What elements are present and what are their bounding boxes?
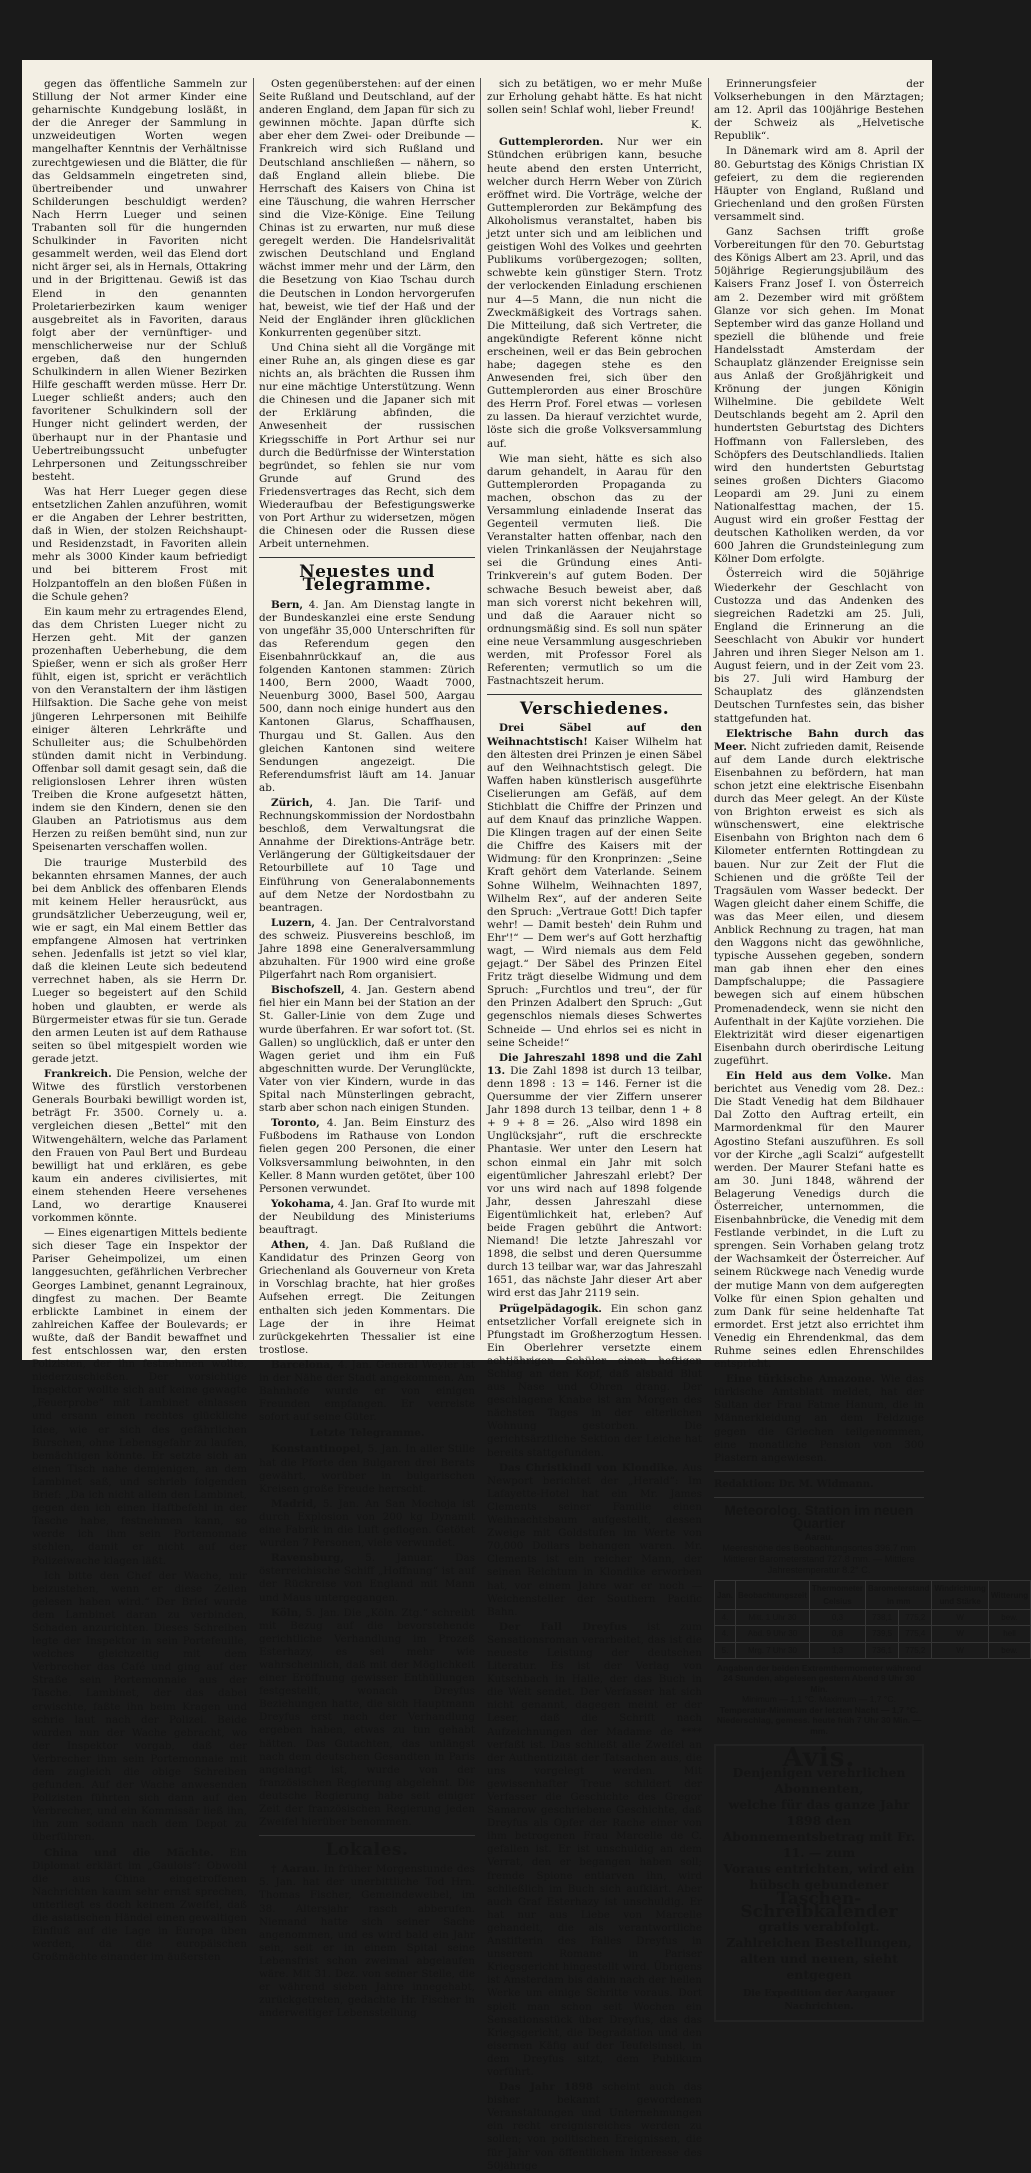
avis-line: Voraus entrichten, wird ein hübsch gebundener: [723, 1861, 915, 1893]
section-heading-news: Neuestes und Telegramme.: [299, 562, 435, 596]
item-lead: † Aarau.: [271, 1863, 320, 1876]
avis-line: welche für das ganze Jahr 1898 den: [728, 1797, 910, 1829]
news-item: [259, 1443, 475, 1495]
section-heading-misc: Verschiedenes.: [519, 699, 670, 720]
item-text: 4. Jan. Am Dienstag langte in der Bundeskanzlei eine erste Sendung von ungefähr 35,000 Unterschriften für das Referendum gegen den Eisenbahnrückkauf an, die aus folgenden Kantonen stammen: Zürich 1400, Bern 2000, Waadt 7000, Neuenburg 3000, Basel 500, Aargau 500, dann noch einige hundert aus den Kantonen Glarus, Schaffhausen, Thurgau und St. Gallen. Aus den gleichen Kantonen sind weitere Sendungen angezeigt. Die Referendumsfrist läuft am 14. Januar ab.: [259, 598, 475, 794]
editor-line: Redaktion: Dr. M. Widmann.: [714, 1478, 874, 1490]
news-item: [259, 1607, 475, 1830]
divider: [714, 1497, 924, 1498]
news-item: [259, 1359, 475, 1424]
table-cell: 775,2: [899, 1642, 932, 1658]
item-lead: Drei Säbel auf den Weihnachtstisch!: [487, 722, 702, 748]
item-text: 4. Jan. General Weyler ist in der Nähe der Stadt angekommen. Am Bahnhofe wurde er von einigen Freunden empfangen. Er verreiste sofort auf seine Güter.: [259, 1358, 475, 1424]
table-cell: Abd. 9 Uhr 30: [736, 1626, 810, 1642]
weather-note: Angaben der beiden Extremthermometer während 24 Stunden, abgelesen gestern Abend 9 Uhr 30 Min.: [716, 1662, 922, 1694]
weather-means: Mittlerer Barometerstand 727.8 mm. — Mittlere Jahrestemperatur 8.2° C.: [723, 1554, 915, 1576]
item-text: In früher Morgenstunde des 5. Jan. hat der unerbittliche Tod Hrn. Thomas Fischer, Gemeindeweibel, im 38. Altersjahr rasch abberufen. Niemand hatte sich seiner Sache angenommen, und es wird bald ein Jahr sein, seit er in einem Spital seine Lebensfrist schon zweimal abgelaufen wäre. Mit 31. Dez. von seiner Stelle, die er während sieben Jahre innegehabt, zurückgetreten, gedachte Hr. Fischer in anderweitiger Lebensstellung: [259, 1863, 475, 2020]
item-text: 4. Jan. Gestern abend fiel hier ein Mann bei der Station an der St. Galler-Linie von dem Zuge und wurde überfahren. Er war sofort tot. (St. Gallen) so unglücklich, daß er unter den Wagen geriet und ihm ein Fuß abgeschnitten wurde. Der Verunglückte, Vater von vier Kindern, wurde in das Spital nach Münsterlingen gebracht, starb aber schon nach einigen Stunden.: [259, 984, 475, 1115]
item-text: Die Pension, welche der Witwe des fürstlich verstorbenen Generals Bourbaki bewilligt worden ist, beträgt Fr. 3500. Cornely u. a. vergleichen diesen „Bettel“ mit den Witwengehältern, welche das Parlament den Frauen von Paul Bert und Burdeau bewilligt hat und erklären, es gebe kaum ein anderes civilisiertes, mit einem stehenden Heere versehenes Land, wo derartige Knauserei vorkommen könnte.: [32, 1068, 247, 1225]
avis-signature: Die Expedition der Aargauer Nachrichten.: [743, 1988, 895, 2013]
column-3: [487, 78, 702, 2172]
item-text: Nur wer ein Stündchen erübrigen kann, besuche heute abend den ersten Unterricht, welcher durch Herrn Weber von Zürich eröffnet wird. Die Vorträge, welche der Guttemplerorden zur Bekämpfung des Alkoholismus veranstaltet, haben bis jetzt unter sich und am leiblichen und geistigen Wohl des Volkes und geehrten Publikums vorübergezogen; sollten, schwebte kein günstiger Stern. Trotz der verlockenden Einladung erschienen nur 4—5 Mann, die nun nicht die Zweckmäßigkeit des Vortrags sahen. Die Mitteilung, daß sich Vertreter, die angekündigte Referent könne nicht erscheinen, weil er das Bein gebrochen habe; dagegen stehe es den Anwesenden frei, sich über den Guttemplerorden aus einer Broschüre des Herrn Prof. Forel etwas — vorlesen zu lassen. Da hierauf verzichtet wurde, löste sich die große Volksversammlung auf.: [487, 136, 702, 450]
col-header: Witterung: [988, 1581, 1030, 1610]
news-item: [259, 917, 475, 982]
table-cell: 4.: [715, 1626, 736, 1642]
item-text: Nicht zufrieden damit, Reisende auf dem Lande durch elektrische Eisenbahnen zu befördern, hat man schon jetzt eine elektrische Eisenbahn durch das Meer gelegt. An der Küste von Brighton erweist es sich als wünschenswert, eine elektrische Eisenbahn von Brighton nach dem 6 Kilometer entfernten Rottingdean zu bauen. Nur zur Zeit der Flut die Schienen und die größte Teil der Tragsäulen vom Wasser bedeckt. Der Wagen gleicht daher einem Schiffe, die was das Meer eilen, und diesem Anblick Rechnung zu tragen, hat man den Waggons nicht das gewöhnliche, typische Aussehen gegeben, sondern man gab ihnen eher den eines Dampfschaluppe; die Passagiere bewegen sich auf einem hübschen Promenadendeck, wenn sie nicht den Aufenthalt in der Kajüte vorziehen. Die Elektrizität wird dieser eigenartigen Eisenbahn durch oberirdische Leitung zugeführt.: [714, 740, 924, 1067]
col-header: Windrichtung und Stärke: [932, 1581, 988, 1610]
item-lead: Konstantinopel,: [271, 1443, 364, 1456]
article-paragraph: Ich bitte den Chef der Wache, mir beizustehen, wenn er diese Zeilen gelesen haben wird.“ Der Brief wurde dem Lambinet daran zu verbinden, Schaden anzurichten. Dieses Schreiben legte der Inspektor in sein Portefeuille, welches gleichzeitig mit dem Verbrecher das Café und ging auf der Straße sein Portemonnaie aus der Tasche. Lambinet, der das dabei erwischte, faßte ihn beim Kragen und schrie laut nach der Polizei. Beide wurden nun der Wache gebracht, wo der Inspektor vorgab, daß der Verbrecher ihm sein Portemonnaie mit dem zugleich die obige Schreiben gefunden. Auf der Wache anwesenden Polizisten führten sich dann auf den Verbrecher, und ein Kommissär ließ ihn, ihn zum sodann nach dem Depot zu überführen.: [32, 1569, 247, 1844]
item-lead: Köln,: [271, 1606, 302, 1619]
misc-item: [487, 1621, 702, 2079]
table-row: [715, 1610, 1031, 1626]
news-item: [259, 1552, 475, 1604]
table-cell: 775,4: [899, 1626, 932, 1642]
item-lead: Die Jahreszahl 1898 und die Zahl 13.: [487, 1051, 702, 1077]
weather-note: Temperatur-Minimum der letzten Nacht — 1,7 °C.: [719, 1704, 919, 1715]
article-paragraph: Was hat Herr Lueger gegen diese entsetzlichen Zahlen anzuführen, womit er die Angaben der Lehrer bestritten, daß in Wien, der stolzen Reichshaupt- und Residenzstadt, in Favoriten allein mehr als 3000 Kinder kaum befriedigt und bei bitterem Frost mit Holzpantoffeln an den bloßen Füßen in die Schule gehen?: [32, 485, 247, 603]
col-header: Barometerstand in mm: [866, 1581, 932, 1610]
article-paragraph: Und China sieht all die Vorgänge mit einer Ruhe an, als gingen diese es gar nichts an, als brächten die Russen ihm nur eine mächtige Unterstützung. Wenn die Chinesen und die Japaner sich mit der Erklärung abfinden, die Anwesenheit der russischen Kriegsschiffe in Port Arthur sei nur durch die Bedürfnisse der Winterstation begründet, so fehlen sie nur vom Grunde auf Grund des Friedensvertrages das Recht, sich dem Wiederaufbau der Befestigungswerke von Port Arthur zu widersetzen, mögen die Chinesen oder die Russen diese Arbeit unternehmen.: [259, 341, 475, 551]
item-lead: Frankreich.: [44, 1068, 112, 1081]
article-paragraph: sich zu betätigen, wo er mehr Muße zur Erholung gehabt hätte. Es hat nicht sollen sein! Schlaf wohl, lieber Freund!: [487, 78, 702, 117]
table-cell: Mrg. 7 Uhr 30: [736, 1642, 810, 1658]
item-text: Kaiser Wilhelm hat den ältesten drei Prinzen je einen Säbel auf den Weihnachtstisch gelegt. Die Waffen haben künstlerisch ausgeführte Ciselierungen am Gefäß, auf dem Stichblatt die Chiffre der Prinzen und auf dem Knauf das prinzliche Wappen. Die Klingen tragen auf der einen Seite die Chiffre des Kaisers mit der Widmung: für den Kronprinzen: „Seine Kraft gehört dem Vaterlande. Seinem Sohne Wilhelm, Weihnachten 1897, Wilhelm Rex“, auf der anderen Seite den Spruch: „Vertraue Gott! Dich tapfer wehr! — Damit besteh' dein Ruhm und Ehr'!“ — Dem wer's auf Gott herzhaftig wagt, — Wird niemals aus dem Feld gejagt.“ Der Säbel des Prinzen Eitel Fritz trägt dieselbe Widmung und dem Spruch: „Furchtlos und treu“, der für den Prinzen Adalbert den Spruch: „Gut gegenschlos niemals dieses Schwertes Schneide — Und ehrlos sei es nicht in seine Scheide!“: [487, 735, 702, 1049]
item-text: scheint auch das bisher bekannt gewordenen Veranstaltungen und Unternehmungen ein recht ereignisreiches werden zu sollen; von politischen Ereignissen, die für Jahr von öffentlichem Interesse des 50jährige: [487, 2081, 702, 2172]
item-lead: Toronto,: [271, 1117, 320, 1130]
article-paragraph: — Eines eigenartigen Mittels bediente sich dieser Tage ein Inspektor der Pariser Geheimpolizei, um einen langgesuchten, gefährlichen Verbrecher Georges Lambinet, genannt Legrainoux, dingfest zu machen. Der Beamte erblickte Lambinet in einem der zahlreichen Kaffee der Boulevards; er wußte, daß der Bandit bewaffnet und fest entschlossen war, den ersten Polizisten, der ihn festnehmen wollte, niederzuschießen. Der vorsichtige Inspektor wollte sich auf keine gewagte „Feuerprobe“ mit Lambinet einlassen und ersann einen rechtes glückliche Idee, wie er sich des gefährlichen Burschen, ohne Lebensgefahr zu laufen, bemächtigen könnte. Er setzte sich an einen Tisch nahe demjenigen, an dem Lambinet saß, und schrieb folgenden Brief: „Da ich nicht allein den Lambinet, gegen den ich einen Haftbefehl in der Tasche habe, festnehmen kann, so werde ich ihm sein Portemonnaie stehlen, damit er nicht auf der Polizeiwache klagen läßt.: [32, 1227, 247, 1567]
divider: [259, 557, 475, 558]
avis-line: Zahlreichen Bestellungen, alten und neuen, sieht entgegen: [726, 1935, 912, 1983]
divider: [487, 694, 702, 695]
item-text: 5. Jan. In aller Stille hat die Pforte den Bulgaren drei Berats gewährt, worüber in bulgarischen Kreisen große Freude herrscht.: [259, 1443, 475, 1495]
divider: [714, 1471, 924, 1472]
item-text: 4. Jan. Graf Ito wurde mit der Neubildung des Ministeriums beauftragt.: [259, 1197, 475, 1236]
advertisement-avis: [714, 1744, 924, 2021]
misc-item: [487, 1303, 702, 1460]
table-cell: 4.: [715, 1610, 736, 1626]
table-cell: 738,1: [866, 1610, 899, 1626]
news-item-china: [32, 1847, 247, 1965]
misc-item: [487, 1052, 702, 1301]
column-rule: [253, 78, 254, 1340]
item-text: Aus Newport berichtet der „Herald“: Im Lafayette-Hotel hat ein Mr. James Clements seiner Familie einen Weihnachtsbaum aufgestellt, dessen Zweige mit Goldstufen im Werte von 70,000 Dollars behangen waren. Mr. Clements ist ein reicher Mann, der seinen Reichtum in Klondike erworben hat, vor einem Jahre war er noch — Weichensteller der Southern Pacific Bahn.: [487, 1461, 702, 1618]
misc-item: [714, 728, 924, 1068]
table-cell: 0,8: [809, 1626, 865, 1642]
item-lead: Elektrische Bahn durch das Meer.: [714, 727, 924, 753]
item-lead: Athen,: [271, 1239, 310, 1252]
item-text: 4. Jan. Beim Einsturz des Fußbodens im Rathause von London fielen gegen 200 Personen, die einer Volksversammlung beiwohnten, in den Keller. 8 Mann wurden getötet, über 100 Personen verwundet.: [259, 1117, 475, 1195]
weather-title: Meteorolog. Station im neuen Quartier: [724, 1502, 914, 1532]
item-lead: Barcelona,: [271, 1358, 334, 1371]
item-lead: Yokohama,: [271, 1197, 335, 1210]
item-text: 5. Jan. An San Mochoja ist durch Explosion von 200 kg Dynamit eine Fabrik in die Luft geflogen. Getötet wurden 7 Personen, viele verwundet.: [259, 1497, 475, 1550]
item-text: Man berichtet aus Venedig vom 28. Dez.: Die Stadt Venedig hat dem Bildhauer Dal Zotto den Auftrag erteilt, ein Marmordenkmal für den Maurer Agostino Stefani auszuführen. Es soll vor der Kirche „agli Scalzi“ aufgestellt werden. Der Maurer Stefani hatte es am 30. Juni 1848, während der Belagerung Venedigs durch die Österreicher, unternommen, die Eisenbahnbrücke, die Venedig mit dem Festlande verbindet, in die Luft zu sprengen. Sein Vorhaben gelang trotz der Wachsamkeit der Österreicher. Auf seinem Rückwege nach Venedig wurde der mutige Mann von dem aufgeregten Volke für einen Spion gehalten und zum Dank für seine heldenhafte Tat ermordet. Erst jetzt also errichtet ihm Venedig ein Ehrendenkmal, das dem Ruhme seines edlen Ehrenschildes entspricht.: [714, 1070, 924, 1371]
author-initial: K.: [690, 119, 702, 132]
weather-place: Aarau.: [804, 1532, 834, 1543]
column-rule: [708, 78, 709, 1340]
telegram-list: [259, 1443, 475, 1829]
item-lead: Der Fall Dreyfus: [499, 1620, 628, 1633]
table-row: [715, 1642, 1031, 1658]
table-cell: 5.: [715, 1642, 736, 1658]
item-text: Wie das türkische Amtsblatt meldet, hat der Sultan der Frau Fatme Hanum, die in Männerkleidung an dem Feldzuge gegen die Griechen teilgenommen, eine monatliche Pension von 300 Piastern angewiesen.: [714, 1373, 924, 1464]
item-lead: China und die Mächte.: [44, 1846, 214, 1859]
item-lead: Bern,: [271, 598, 304, 611]
item-lead: Ein Held aus dem Volke.: [726, 1070, 892, 1083]
weather-note: Niederschlag, gemess. heute früh 7 Uhr 30 Min. — mm.: [716, 1715, 922, 1736]
misc-item: [487, 1462, 702, 1619]
news-item: [259, 1239, 475, 1357]
news-item: [259, 1498, 475, 1550]
col-header: Thermometer Celsius: [809, 1581, 865, 1610]
table-cell: 1,3: [809, 1642, 865, 1658]
news-item-france: [32, 1068, 247, 1225]
avis-line: Abonnementsbetrag mit Fr. 11. — zum: [722, 1829, 916, 1861]
article-paragraph: Erinnerungsfeier der Volkserhebungen in den Märztagen; am 12. April das 100jährige Bestehen der Schweiz als „Helvetische Republik“.: [714, 78, 924, 143]
news-item: [259, 1863, 475, 2020]
weather-altitude: Meereshöhe des Beobachtungsortes 396.7 mm: [722, 1543, 916, 1554]
item-lead: Madrid,: [271, 1497, 317, 1510]
item-lead: Luzern,: [271, 916, 316, 929]
item-lead: Eine türkische Amazone.: [726, 1373, 876, 1386]
table-cell: 736,1: [866, 1642, 899, 1658]
news-item: [259, 1117, 475, 1196]
misc-item: [487, 722, 702, 1049]
article-paragraph: Wie man sieht, hätte es sich also darum gehandelt, in Aarau für den Guttemplerorden Propaganda zu machen, obschon das zu der Versammlung einladende Inserat das Gegenteil vermuten ließ. Die Veranstalter hatten offenbar, nach den vielen Trinkanlässen der Neujahrstage sei die Gründung eines Anti-Trinkverein's auf gutem Boden. Der schwache Besuch beweist aber, daß man sich vorerst nicht bekehren will, und daß die Aarauer nicht so ordnungsmäßig sind. Es soll nun später eine neue Versammlung ausgeschrieben werden, mit Professor Forel als Referenten; vermutlich so um die Fastnachtszeit herum.: [487, 452, 702, 688]
weather-table: [714, 1580, 1031, 1658]
item-lead: Bischofszell,: [271, 984, 345, 997]
table-cell: Mitt. 1 Uhr 30: [736, 1610, 810, 1626]
column-1: [32, 78, 247, 1964]
column-2: [259, 78, 475, 2020]
news-item-guttempler: [487, 136, 702, 450]
article-paragraph: gegen das öffentliche Sammeln zur Stillung der Not armer Kinder eine geharnischte Kundgebung losläßt, in der die Anreger der Sammlung in unzweideutigen Worten wegen mangelhafter Kenntnis der Verhältnisse zurechtgewiesen und die Blätter, die für das Geldsammeln eingetreten sind, übertreibender und unwahrer Schilderungen beschuldigt werden? Nach Herrn Lueger und seinen Trabanten soll für die hungernden Schulkinder in Favoriten nicht gesammelt werden, weil das Elend dort nicht ärger sei, als in Hernals, Ottakring und in der Brigittenau. Gewiß ist das Elend in den genannten Proletarierbezirken kaum weniger ausgebreitet als in Favoriten, daraus folgt aber der vernünftiger- und menschlicherweise nur der Schluß ergeben, daß den hungernden Schulkindern in allen Wiener Bezirken Hilfe geschafft werden müsse. Herr Dr. Lueger schließt anders; auch den favoritener Schulkindern soll der Hunger nicht gelindert werden, der überhaupt nur in der Phantasie und Uebertreibungssucht unbefugter Lehrpersonen und Zeitungsschreiber besteht.: [32, 78, 247, 483]
item-lead: Prügelpädagogik.: [499, 1302, 602, 1315]
misc-item: [714, 1373, 924, 1465]
news-item: [259, 797, 475, 915]
col-header: Jan.: [715, 1581, 736, 1610]
avis-line: Denjenigen verehrlichen Abonnenten,: [732, 1765, 906, 1797]
table-cell: bew.: [988, 1610, 1030, 1626]
article-paragraph: Osten gegenüberstehen: auf der einen Seite Rußland und Deutschland, auf der anderen England, dem Japan für sich zu gewinnen möchte. Japan dürfte sich aber eher dem Zwei- oder Dreibunde — Frankreich wird sich Rußland und Deutschland anschließen — nähern, so daß England allein bliebe. Die Herrschaft des Kaisers von China ist eine Täuschung, die wahren Herrscher sind die Vize-Könige. Eine Teilung Chinas ist zu erwarten, nur muß diese geregelt werden. Die Handelsrivalität zwischen Deutschland und England wächst immer mehr und der Lärm, den die Besetzung von Kiao Tschau durch die Deutschen in London hervorgerufen hat, beweist, wie tief der Haß und der Neid der Engländer ihren glücklichen Konkurrenten gegenüber sitzt.: [259, 78, 475, 339]
item-lead: Das Jahr 1898: [499, 2081, 593, 2094]
table-cell: W: [932, 1626, 988, 1642]
item-lead: Das Christkindl von Klondike.: [499, 1461, 678, 1474]
local-list: [259, 1863, 475, 2020]
item-text: 5. Januar. Das österreichische Schiff „Hoffnung“ ist auf der Rückreise von England mit Mann und Maus untergegangen.: [259, 1552, 475, 1604]
item-text: Ein schon ganz entsetzlicher Vorfall ereignete sich in Pfungstadt im Großherzogtum Hessen. Ein Oberlehrer versetzte einem achtjährigen Schüler einen heftigen Schlag an den Kopf, daß alsbald Blut aus Nase und Ohren drang. Der geschlagene Knabe ist am Morgen des nächsten Tages in der elterlichen Wohnung gestorben. Die gerichtsärztliche Sektion der Leiche hat bereits stattgefunden.: [487, 1302, 702, 1459]
table-cell: W: [932, 1642, 988, 1658]
article-paragraph: Die traurige Musterbild des bekannten ehrsamen Mannes, der auch bei dem Anblick des offenbaren Elends mit keinem Heller herausrückt, aus grundsätzlicher Ueberzeugung, weil er, wie er sagt, ein Mal einem Bettler das empfangene Almosen hat vertrinken sehen. Jedenfalls ist jetzt so viel klar, daß die kleinen Leute sich bedeutend verrechnet haben, als sie Herrn Dr. Lueger so begeistert auf den Schild hoben und glaubten, er werde als Bürgermeister etwas für sie tun. Gerade den armen Leuten ist auf dem Rathause seiten so übel mitgespielt worden wie gerade jetzt.: [32, 856, 247, 1065]
subheading-last-telegrams: Letzte Telegramme.: [309, 1427, 425, 1440]
item-text: Die Zahl 1898 ist durch 13 teilbar, denn 1898 : 13 = 146. Ferner ist die Quersumme der vier Ziffern unserer Jahr 1898 durch 13 teilbar, denn 1 + 8 + 9 + 8 = 26. „Also wird 1898 ein Unglücksjahr“, ruft die erschreckte Phantasie. Wer unter den Lesern hat schon einmal ein Jahr mit solch eigentümlicher Jahreszahl erlebt? Der vor uns wird nach auf 1898 folgende Jahr, dessen Jahreszahl diese Eigentümlichkeit hat, erleben? Auf beide Fragen gebührt die Antwort: Niemand! Die letzte Jahreszahl vor 1898, die selbst und deren Quersumme durch 13 teilbar war, war das Jahreszahl 1651, das nächste Jahr dieser Art aber wird erst das Jahr 2119 sein.: [487, 1064, 702, 1300]
table-cell: bew.: [988, 1642, 1030, 1658]
misc-item: [714, 1070, 924, 1371]
column-4: [714, 78, 1029, 2013]
news-item: [259, 984, 475, 1115]
table-cell: 775,2: [899, 1610, 932, 1626]
weather-note: Minimum — 1,1 °C. Maximum — 1,7 °C.: [742, 1694, 896, 1705]
item-lead: Guttemplerorden.: [499, 136, 604, 149]
divider: [259, 1835, 475, 1836]
item-lead: Zürich,: [271, 796, 314, 809]
table-row: [715, 1626, 1031, 1642]
weather-report: [714, 1502, 1029, 1736]
article-paragraph: Ganz Sachsen trifft große Vorbereitungen für den 70. Geburtstag des Königs Albert am 23. April, und das 50jährige Regierungsjubiläum des Kaisers Franz Josef I. von Österreich am 2. Dezember wird mit größtem Glanze vor sich gehen. Im Monat September wird das ganze Holland und speziell die blühende und freie Handelsstadt Amsterdam der Schauplatz glänzender Ereignisse sein aus Anlaß der Großjährigkeit und Krönung der jungen Königin Wilhelmine. Die gebildete Welt Deutschlands begeht am 2. April den hundertsten Geburtstag des Dichters Hoffmann von Fallersleben, des Schöpfers des Deutschlandlieds. Italien wird den hundertsten Geburtstag seines großen Dichters Giacomo Leopardi am 29. Juni zu einem Nationalfesttag machen, der 15. August wird ein großer Festtag der deutschen Katholiken werden, da vor 600 Jahren die Grundsteinlegung zum Kölner Dom erfolgte.: [714, 226, 924, 566]
item-lead: Ravensburg,: [271, 1552, 344, 1565]
section-heading-local: Lokales.: [325, 1840, 409, 1861]
table-cell: 739,5: [866, 1626, 899, 1642]
news-item: [259, 1198, 475, 1237]
news-item: [259, 599, 475, 795]
misc-item: [487, 2081, 702, 2173]
item-text: 5. Jan. Die „Köln. Ztg.“ schreibt mit Bezug auf die bevorstehende gerichtliche Verhandlung im Prozeß Esterhazy, es sei mehr wie wahrscheinlich, daß mit der Möglichkeit einer Eröffnung gewisser Enthüllungen festgestellt, wonach Dreyfus Beziehungen hatte, die sich Hauptmann Dreyfus erst nach der Verhandlung ergeben haben, etwas zu tun gehabt hätten. Das Gutachten, das unlängst nach dem deutschen Gesandten in Paris angelangt ist, wurde von der französischen Regierung abgelehnt. Die deutsche Regierung habe seit einiger Zeit der französischen Regierung jeden Zweifel hierüber benommen.: [259, 1606, 475, 1829]
column-rule: [480, 78, 481, 1340]
article-paragraph: Ein kaum mehr zu ertragendes Elend, das dem Christen Lueger nicht zu Herzen geht. Mit der ganzen prozenhaften Ueberhebung, die dem Spießer, wenn er sich als großer Herr fühlt, eigen ist, spricht er verächtlich von den Veranstaltern der ihm lästigen Hilfsaktion. Die Sache gehe von meist jüngeren Lehrpersonen mit Beihilfe einiger älteren Lehrkräfte und Schulleiter aus; die Schulbehörden stünden damit nicht in Verbindung. Offenbar soll damit gesagt sein, daß die religionslosen Lehrer ihren wüsten Treiben die Krone aufgesetzt hätten, indem sie den Kindern, denen sie den Glauben an Patriotismus aus dem Herzen zu reißen bemüht sind, nun zur Speisenarten verschaffen wollen.: [32, 605, 247, 854]
item-text: 4. Jan. Der Centralvorstand des schweiz. Piusvereins beschloß, im Jahre 1898 eine Generalversammlung abzuhalten. Für 1900 wird eine große Pilgerfahrt nach Rom organisiert.: [259, 916, 475, 982]
table-cell: 0,3: [809, 1610, 865, 1626]
table-cell: hell: [988, 1626, 1030, 1642]
avis-title: Avis.: [782, 1743, 856, 1774]
article-paragraph: In Dänemark wird am 8. April der 80. Geburtstag des Königs Christian IX gefeiert, zu dem die regierenden Häupter von England, Rußland und Griechenland und den großen Fürsten versammelt sind.: [714, 145, 924, 223]
item-text: Ein Diplomat erklärt im „Gaulois“: Obwohl die aus China eingetroffenen Nachrichten kaum sehr ernst sprechen, unterliegt es doch keinem Zweifel, daß die asiatischen Händel einen gewaltigen Einfluß auf die Lage in Europa üben werden, da die europäischen Großmächte einander im äußersten: [32, 1846, 247, 1964]
avis-product: Taschen-Schreibkalender: [740, 1889, 898, 1923]
article-paragraph: Österreich wird die 50jährige Wiederkehr der Geschlacht von Custozza und das Andenken des siegreichen Radetzki am 25. Juli, England die Erinnerung an die Seeschlacht von Abukir vor hundert Jahren und ihren Sieger Nelson am 1. August feiern, und in der Zeit vom 23. bis 27. Juli wird Hamburg der Schauplatz des glänzendsten Deutschen Turnfestes sein, das bisher stattgefunden hat.: [714, 568, 924, 725]
item-text: ist zum Sensationsroman verarbeitet, das ist die neueste Leistung der deutschen Literatur. Es ist der Verlag von Kutschbach in Halle, der das Buch in die Welt sendet. Der Verfasser hat sich nicht genannt, dagegen meint er der Leser, daß die Schrift nach Aufzeichnungen der Madame de **** verfaßt ist. Das schließt alle Zweifel an der Authentizität der Tatsachen aus, die uns vorgelegt werden. Mit gewissenhafter Treue schildert der Verfasser die Geschichte des Gregor Samarow geschriebene Geschichte, daß Dreyfus als Opfer der Rache einer von ihm betrogenen Frau Marcelle de C. gefallen ist. Er ist unschuldig an dem Verrat, den er begangen haben soll; fremde Spione entlarven ihn, wird schließlich im Buch sich aufklärt. Aber auch Graf Esterhazy ist unschuldig. Er hat nur aus Liebe von Marcelle gehandelt, die als verantwortliche Anstifterin des Falles Dreyfus in unserem Romane in Pariser Kriegsgericht hingestellt wird. Übrigens ist Amsterdam bis dahin nach der hellen Werke um einige Schritte voraus. Dort spielt man schon seit Wochen ein Sensationsstück über Dreyfus, das das Kriegsgericht, die Degradation und den eisernen Käfig auf der Teufelsinsel, in dem Dreyfus sitzt, dem Publikum vorführt.: [487, 1620, 702, 2078]
newspaper-page: [22, 60, 1029, 2172]
item-text: 4. Jan. Die Tarif- und Rechnungskommission der Nordostbahn beschloß, dem Verwaltungsrat die Annahme der Direktions-Anträge betr. Verlängerung der Gültigkeitsdauer der Retourbillete auf 10 Tage und Einführung von Generalabonnements auf dem Netze der Nordostbahn zu beantragen.: [259, 796, 475, 914]
col-header: Beobachtungszeit: [736, 1581, 810, 1610]
item-text: 4. Jan. Daß Rußland die Kandidatur des Prinzen Georg von Griechenland als Gouverneur von Kreta in Vorschlag brachte, hat hier großes Aufsehen erregt. Die Zeitungen enthalten sich jeden Kommentars. Die Lage der in ihre Heimat zurückgekehrten Thessalier ist eine trostlose.: [259, 1239, 475, 1356]
news-list: [259, 599, 475, 1425]
table-cell: W: [932, 1610, 988, 1626]
avis-line: gratis verabfolgt.: [758, 1919, 880, 1935]
